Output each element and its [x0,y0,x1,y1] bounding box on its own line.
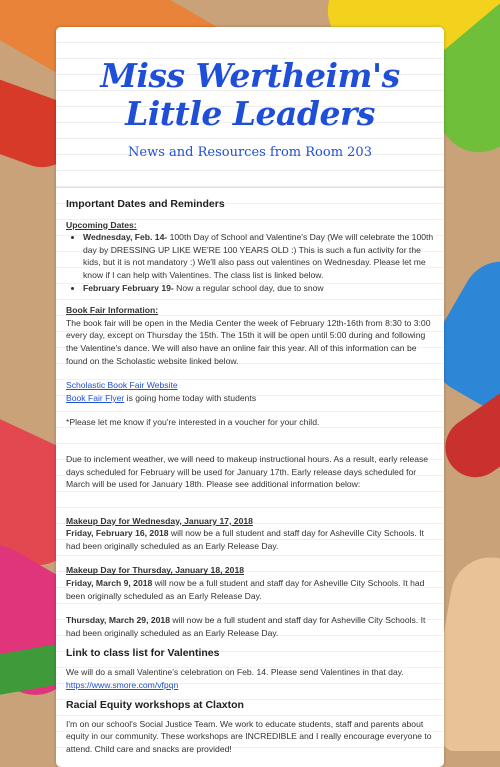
section-heading-dates: Important Dates and Reminders [66,198,225,210]
newsletter-header [56,27,444,188]
book-fair-flyer-link[interactable]: Book Fair Flyer [66,392,125,403]
scholastic-website-link[interactable]: Scholastic Book Fair Website [66,380,178,391]
equity-text: I'm on our school's Social Justice Team. We work to educate students, staff and parents about equity in our community. These workshops are INCREDIBLE and I really encourage everyone to attend. Child care and snacks are provided! [66,718,432,754]
makeup-day-3-desc: will now be a full student and staff day for Asheville City Schools. It had been originally scheduled as an Early Release Day. [66,615,426,638]
voucher-note: *Please let me know if you're interested in a voucher for your child. [66,417,320,428]
makeup-day-2-desc: will now be a full student and staff day for Asheville City Schools. It had been originally scheduled as an Early Release Day. [66,578,425,601]
flyer-suffix: is going home today with students [124,392,257,403]
makeup-day-2-label: Makeup Day for Thursday, January 18, 2018 [66,565,244,576]
upcoming-dates-label: Upcoming Dates: [66,219,137,230]
makeup-day-3-text [66,614,434,639]
item-date: February February 19- [83,282,174,293]
section-heading-valentines: Link to class list for Valentines [66,647,220,660]
book-fair-label: Book Fair Information: [66,305,159,316]
upcoming-dates-list [66,231,434,294]
section-heading-equity: Racial Equity workshops at Claxton [66,699,244,712]
newsletter-title [56,27,444,133]
valentines-text: We will do a small Valentine's celebration on Feb. 14. Please send Valentines in that day. [66,667,404,678]
title-line-2: Little Leaders [125,94,375,133]
list-item [83,282,434,295]
makeup-day-2-text [66,577,434,602]
newsletter-card [56,27,444,767]
makeup-day-1-date: Friday, February 16, 2018 [66,528,169,539]
newsletter-content [56,188,444,756]
makeup-day-2-date: Friday, March 9, 2018 [66,578,153,589]
newsletter-subtitle: News and Resources from Room 203 [128,145,372,160]
title-line-1: Miss Wertheim's [100,56,400,95]
weather-text: Due to inclement weather, we will need to makeup instructional hours. As a result, early release days scheduled for February will be used for January 17th. Early release days scheduled for March will be used for January 18th. Please see additional information below: [66,453,429,490]
item-date: Wednesday, Feb. 14- [83,232,168,243]
list-item [83,231,434,281]
item-text: Now a regular school day, due to snow [173,282,324,293]
book-fair-text: The book fair will be open in the Media Center the week of February 12th-16th from 8:30 to 3:00 every day, except on Thursday the 15th. The 15th it will be open until 5:00 during and following the Valentine's dance. We will also have an online fair this year. All of this information can be found on the Scholastic website linked below. [66,317,431,366]
item-text: 100th Day of School and Valentine's Day (We will celebrate the 100th day by DRESSING UP LIKE WE'RE 100 YEARS OLD :) This is such a fun activity for the kids, but it is not mandatory :) We'll also pass out valentines on Wednesday. Please let me know if I can help with Valentines. The class list is linked below. [83,232,434,280]
makeup-day-1-desc: will now be a full student and staff day for Asheville City Schools. It had been originally scheduled as an Early Release Day. [66,528,424,551]
makeup-day-3-date: Thursday, March 29, 2018 [66,615,170,626]
makeup-day-1-text [66,527,434,552]
class-list-link[interactable]: https://www.smore.com/vfpqn [66,679,179,690]
makeup-day-1-label: Makeup Day for Wednesday, January 17, 2018 [66,515,253,526]
